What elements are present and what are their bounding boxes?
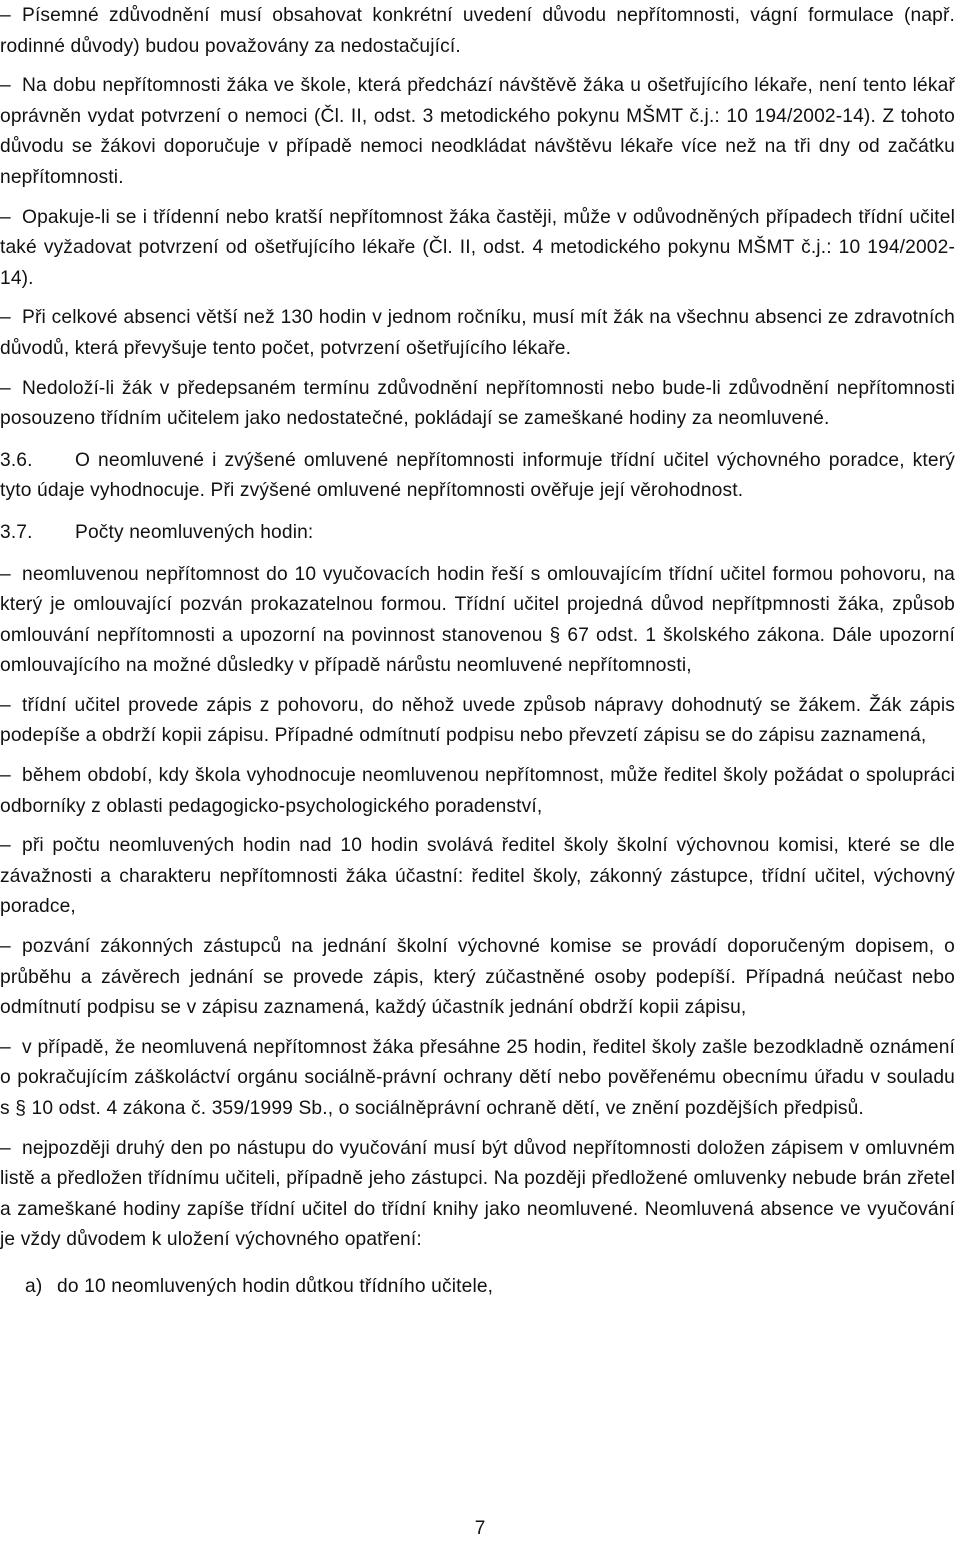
dash-bullet: – bbox=[0, 765, 11, 787]
paragraph-text: Písemné zdůvodnění musí obsahovat konkrétní uvedení důvodu nepřítomnosti, vágní formulace (např. rodinné důvody) budou považovány za nedostačující. bbox=[0, 5, 955, 57]
paragraph-text: Nedoloží-li žák v předepsaném termínu zdůvodnění nepřítomnosti nebo bude-li zdůvodnění nepřítomnosti posouzeno třídním učitelem jako nedostatečné, pokládají se zameškané hodiny za neomluvené. bbox=[0, 377, 955, 430]
bullet-paragraph bbox=[0, 691, 955, 752]
bullet-paragraph bbox=[0, 303, 955, 364]
paragraph-text: nejpozději druhý den po nástupu do vyučování musí být důvod nepřítomnosti doložen zápisem v omluvném listě a předložen třídnímu učiteli, případně jeho zástupci. Na později předložené omluvenky nebude brán zřetel a zameškané hodiny zapíše třídní učitel do třídní knihy jako neomluvené. Neomluvená absence ve vyučování je vždy důvodem k uložení výchovného opatření: bbox=[0, 1137, 955, 1251]
dash-bullet: – bbox=[0, 75, 11, 97]
bullet-paragraph bbox=[0, 932, 955, 1024]
dash-bullet: – bbox=[0, 307, 11, 329]
page-number: 7 bbox=[474, 1518, 486, 1539]
bullet-paragraph bbox=[0, 1033, 955, 1125]
dash-bullet: – bbox=[0, 377, 11, 399]
bullet-paragraph bbox=[0, 761, 955, 822]
bullet-paragraph bbox=[0, 374, 955, 435]
section-3-7-heading bbox=[0, 518, 955, 549]
bullet-paragraph bbox=[0, 831, 955, 923]
section-number: 3.7. bbox=[0, 521, 33, 543]
section-number: 3.6. bbox=[0, 449, 33, 471]
dash-bullet: – bbox=[0, 563, 11, 585]
paragraph-text: v případě, že neomluvená nepřítomnost žáka přesáhne 25 hodin, ředitel školy zašle bezodkladně oznámení o pokračujícím záškoláctví orgánu sociálně-právní ochrany dětí nebo pověřenému obecnímu úřadu v souladu s § 10 odst. 4 zákona č. 359/1999 Sb., o sociálněprávní ochraně dětí, ve znění pozdějších předpisů. bbox=[0, 1036, 955, 1119]
paragraph-text: při počtu neomluvených hodin nad 10 hodin svolává ředitel školy školní výchovnou komisi, které se dle závažnosti a charakteru nepřítomnosti žáka účastní: ředitel školy, zákonný zástupce, třídní učitel, výchovný poradce, bbox=[0, 835, 955, 918]
bullet-paragraph bbox=[0, 560, 955, 682]
item-label: a) bbox=[25, 1275, 43, 1297]
lettered-item-a bbox=[0, 1272, 955, 1303]
dash-bullet: – bbox=[0, 1036, 11, 1058]
dash-bullet: – bbox=[0, 206, 11, 228]
bullet-paragraph bbox=[0, 1134, 955, 1256]
bullet-paragraph bbox=[0, 203, 955, 295]
dash-bullet: – bbox=[0, 5, 11, 26]
item-text: do 10 neomluvených hodin důtkou třídního učitele, bbox=[57, 1275, 494, 1297]
dash-bullet: – bbox=[0, 936, 11, 958]
bullet-paragraph bbox=[0, 71, 955, 193]
section-text: O neomluvené i zvýšené omluvené nepřítomnosti informuje třídní učitel výchovného poradce, který tyto údaje vyhodnocuje. Při zvýšené omluvené nepřítomnosti ověřuje její věrohodnost. bbox=[0, 449, 955, 502]
paragraph-text: Na dobu nepřítomnosti žáka ve škole, která předchází návštěvě žáka u ošetřujícího lékaře, není tento lékař oprávněn vydat potvrzení o nemoci (Čl. II, odst. 3 metodického pokynu MŠMT č.j.: 10 194/2002-14). Z tohoto důvodu se žákovi doporučuje v případě nemoci neodkládat návštěvu lékaře více než na tři dny od začátku nepřítomnosti. bbox=[0, 75, 955, 188]
paragraph-text: Opakuje-li se i třídenní nebo kratší nepřítomnost žáka častěji, může v odůvodněných případech třídní učitel také vyžadovat potvrzení od ošetřujícího lékaře (Čl. II, odst. 4 metodického pokynu MŠMT č.j.: 10 194/2002-14). bbox=[0, 206, 955, 289]
bullet-paragraph bbox=[0, 1, 955, 62]
paragraph-text: během období, kdy škola vyhodnocuje neomluvenou nepřítomnost, může ředitel školy požádat o spolupráci odborníky z oblasti pedagogicko-psychologického poradenství, bbox=[0, 765, 955, 817]
dash-bullet: – bbox=[0, 835, 11, 857]
paragraph-text: třídní učitel provede zápis z pohovoru, do něhož uvede způsob nápravy dohodnutý se žákem. Žák zápis podepíše a obdrží kopii zápisu. Případné odmítnutí podpisu nebo převzetí zápisu se do zápisu zaznamená, bbox=[0, 694, 955, 747]
paragraph-text: Při celkové absenci větší než 130 hodin v jednom ročníku, musí mít žák na všechnu absenci ze zdravotních důvodů, která převyšuje tento počet, potvrzení ošetřujícího lékaře. bbox=[0, 307, 955, 359]
section-3-6 bbox=[0, 446, 955, 507]
section-title: Počty neomluvených hodin: bbox=[75, 521, 314, 543]
paragraph-text: neomluvenou nepřítomnost do 10 vyučovacích hodin řeší s omlouvajícím třídní učitel formou pohovoru, na který je omlouvající pozván prokazatelnou formou. Třídní učitel projedná důvod nepřítpmnosti žáka, způsob omlouvání nepřítomnosti a upozorní na povinnost stanovenou § 67 odst. 1 školského zákona. Dále upozorní omlouvajícího na možné důsledky v případě nárůstu neomluvené nepřítomnosti, bbox=[0, 563, 955, 677]
dash-bullet: – bbox=[0, 694, 11, 716]
dash-bullet: – bbox=[0, 1137, 11, 1159]
paragraph-text: pozvání zákonných zástupců na jednání školní výchovné komise se provádí doporučeným dopisem, o průběhu a závěrech jednání se provede zápis, který zúčastněné osoby podepíší. Případná neúčast nebo odmítnutí podpisu se v zápisu zaznamená, každý účastník jednání obdrží kopii zápisu, bbox=[0, 936, 955, 1019]
